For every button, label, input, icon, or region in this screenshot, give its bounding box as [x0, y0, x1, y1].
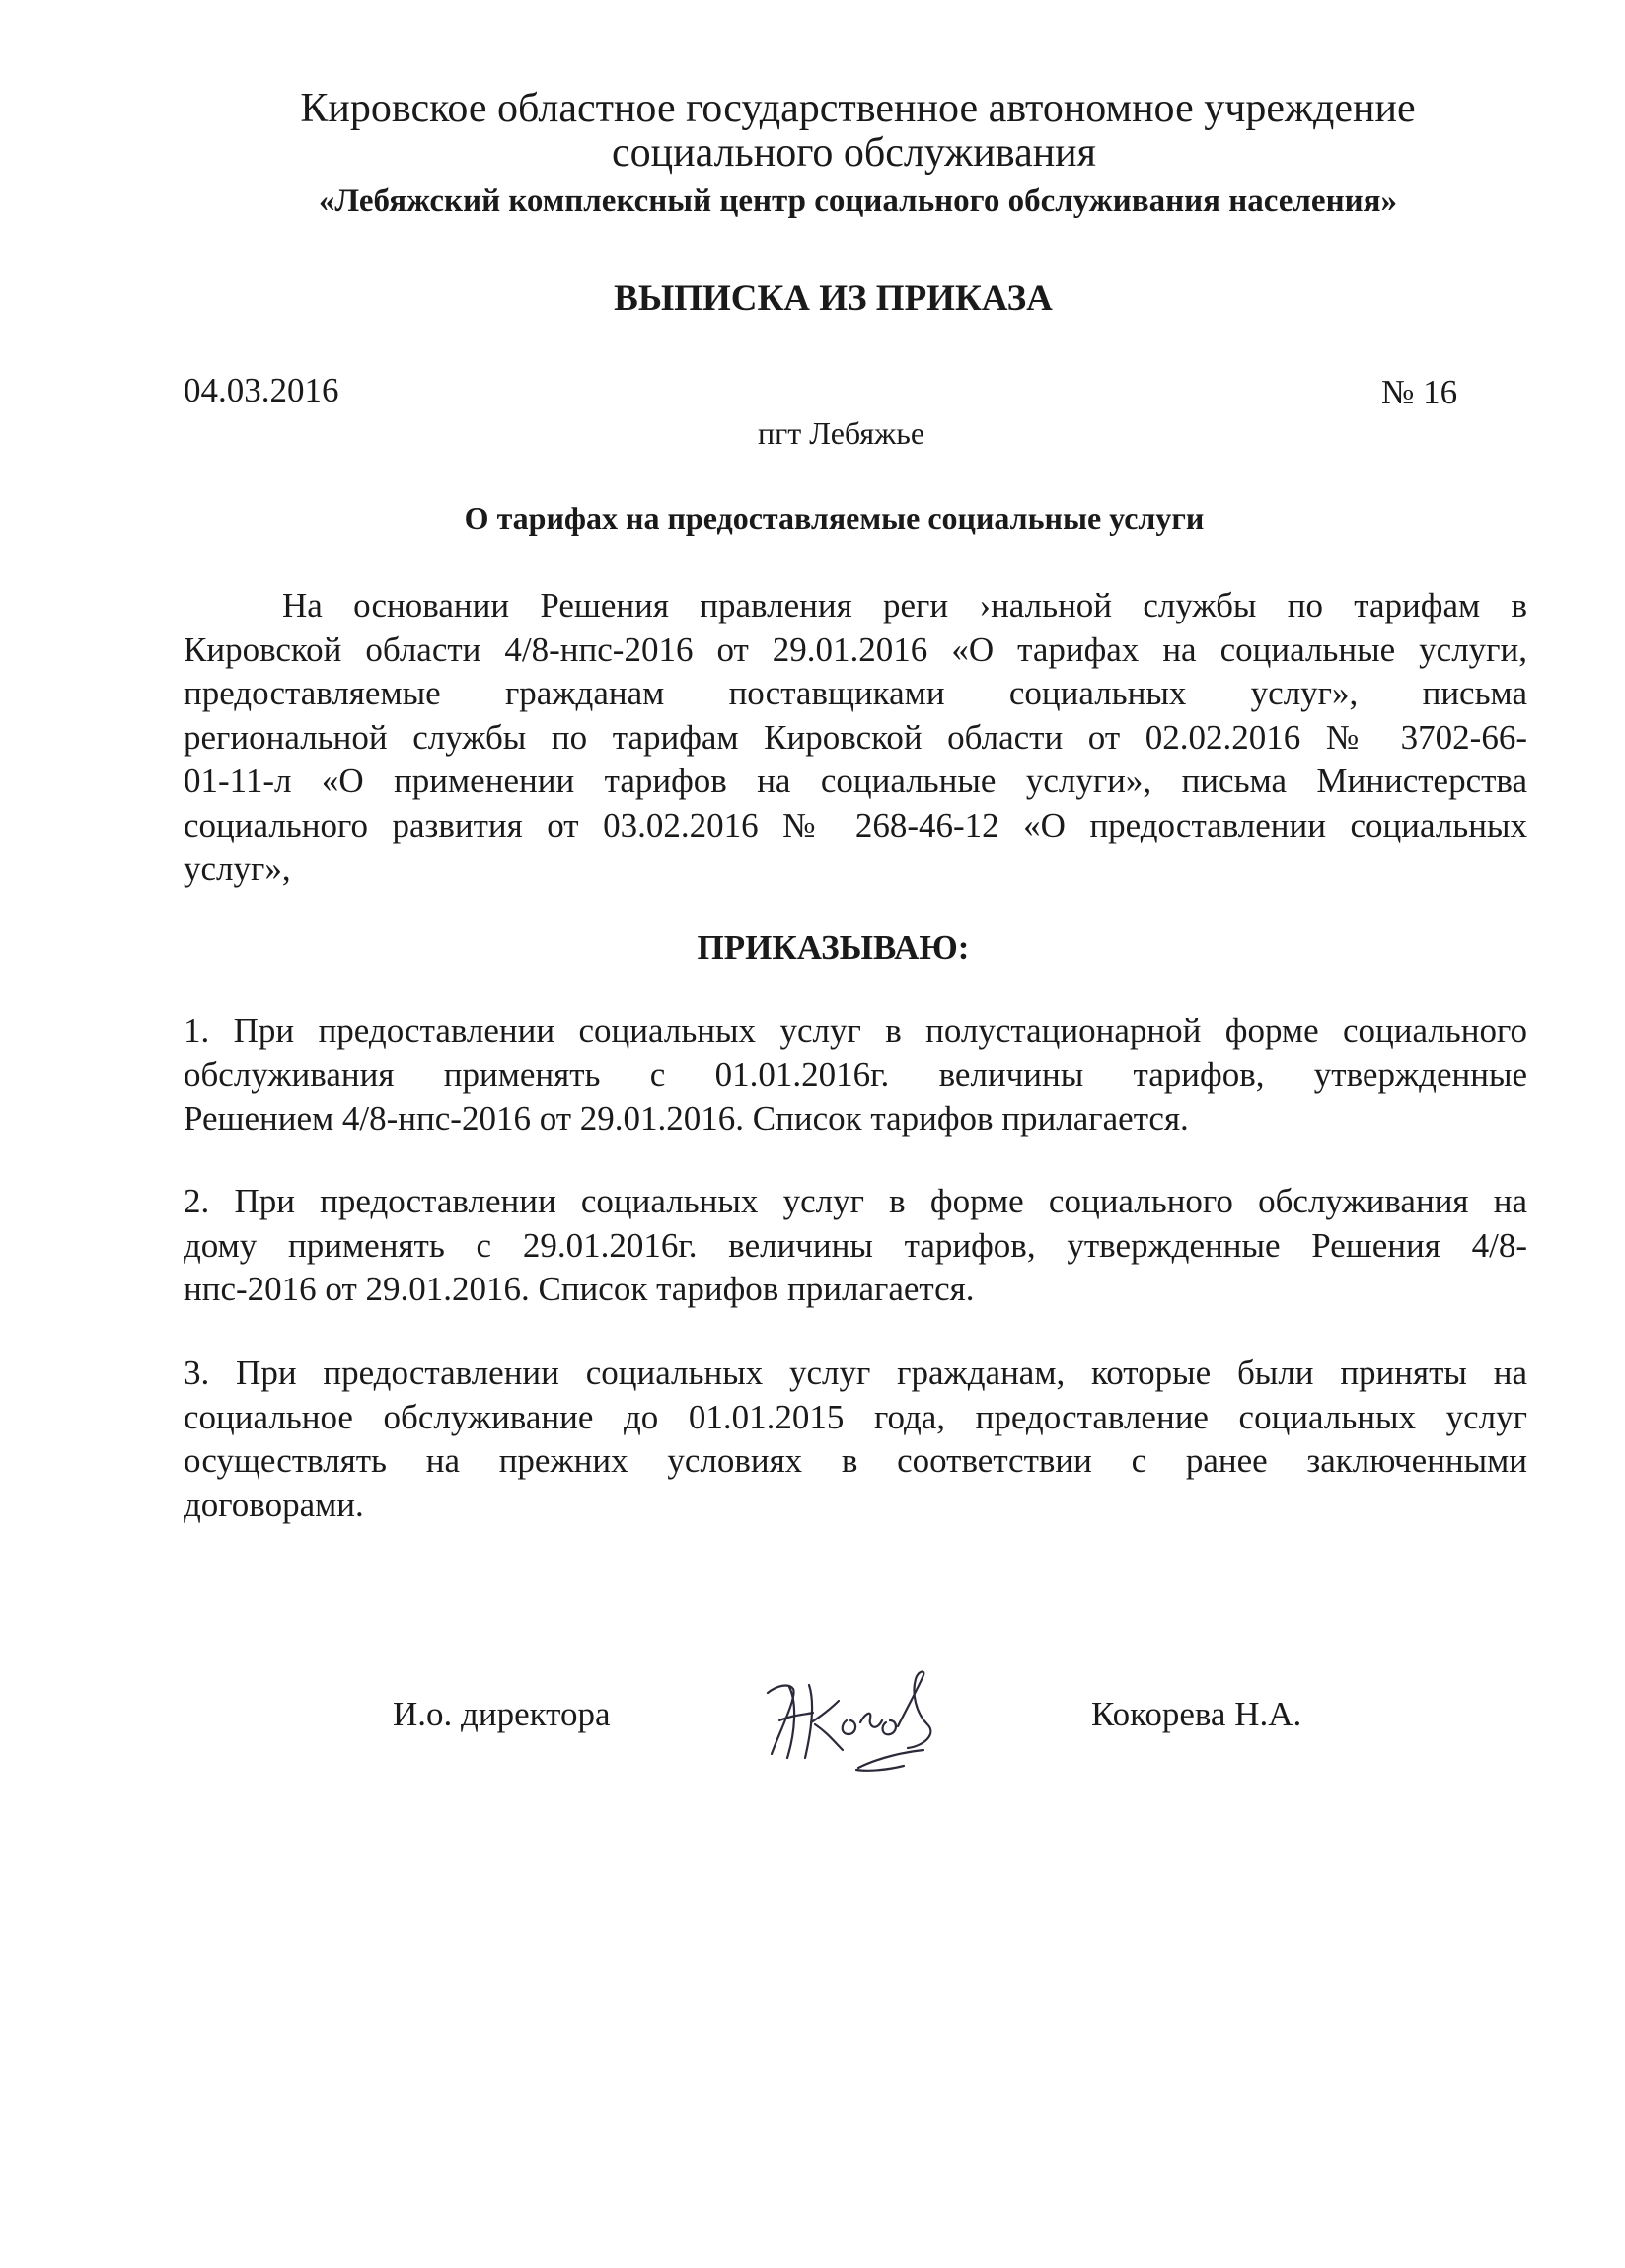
order-item-3: [184, 1352, 1527, 1527]
order-item-line: обслуживания применять с 01.01.2016г. величины тарифов, утвержденные: [184, 1055, 1527, 1094]
order-item-line: 2. При предоставлении социальных услуг в форме социального обслуживания на: [184, 1182, 1527, 1220]
signatory-name: Кокорева Н.А.: [1091, 1695, 1302, 1733]
organization-name-line2: социального обслуживания: [612, 130, 1096, 176]
order-item-1: [184, 1009, 1527, 1141]
handwritten-signature: [750, 1663, 967, 1792]
document-title: ВЫПИСКА ИЗ ПРИКАЗА: [614, 278, 1053, 319]
organization-name-line3: «Лебяжский комплексный центр социального обслуживания населения»: [319, 183, 1397, 219]
order-item-line: 1. При предоставлении социальных услуг в полустационарной форме социального: [184, 1011, 1527, 1050]
order-item-line: договорами.: [184, 1485, 364, 1524]
order-item-line: дому применять с 29.01.2016г. величины тарифов, утвержденные Решения 4/8-: [184, 1225, 1527, 1265]
preamble-line: предоставляемые гражданам поставщиками социальных услуг», письма: [184, 674, 1527, 712]
preamble-paragraph: [184, 584, 1527, 892]
order-item-line: Решением 4/8-нпс-2016 от 29.01.2016. Список тарифов прилагается.: [184, 1099, 1189, 1137]
order-item-2: [184, 1180, 1527, 1312]
document-subject: О тарифах на предоставляемые социальные услуги: [464, 500, 1205, 536]
order-item-line: осуществлять на прежних условиях в соответствии с ранее заключенными: [184, 1441, 1527, 1480]
preamble-line: социального развития от 03.02.2016 № 268-46-12 «О предоставлении социальных: [184, 805, 1527, 844]
document-place: пгт Лебяжье: [757, 415, 925, 451]
order-item-line: социальное обслуживание до 01.01.2015 года, предоставление социальных услуг: [184, 1397, 1527, 1436]
signatory-position: И.о. директора: [393, 1695, 611, 1733]
preamble-line: 01-11-л «О применении тарифов на социальные услуги», письма Министерства: [184, 762, 1527, 800]
document-number: № 16: [1381, 373, 1458, 411]
preamble-line: Кировской области 4/8-нпс-2016 от 29.01.2016 «О тарифах на социальные услуги,: [184, 629, 1527, 669]
preamble-line: услуг»,: [184, 849, 291, 888]
order-item-line: 3. При предоставлении социальных услуг гражданам, которые были приняты на: [184, 1353, 1527, 1392]
document-date: 04.03.2016: [184, 371, 339, 409]
preamble-line: На основании Решения правления реги ›нальной службы по тарифам в: [282, 586, 1527, 624]
order-heading: ПРИКАЗЫВАЮ:: [697, 928, 970, 967]
order-item-line: нпс-2016 от 29.01.2016. Список тарифов прилагается.: [184, 1270, 975, 1308]
organization-name-line1: Кировское областное государственное автономное учреждение: [300, 86, 1416, 131]
preamble-line: региональной службы по тарифам Кировской области от 02.02.2016 № 3702-66-: [184, 717, 1527, 757]
